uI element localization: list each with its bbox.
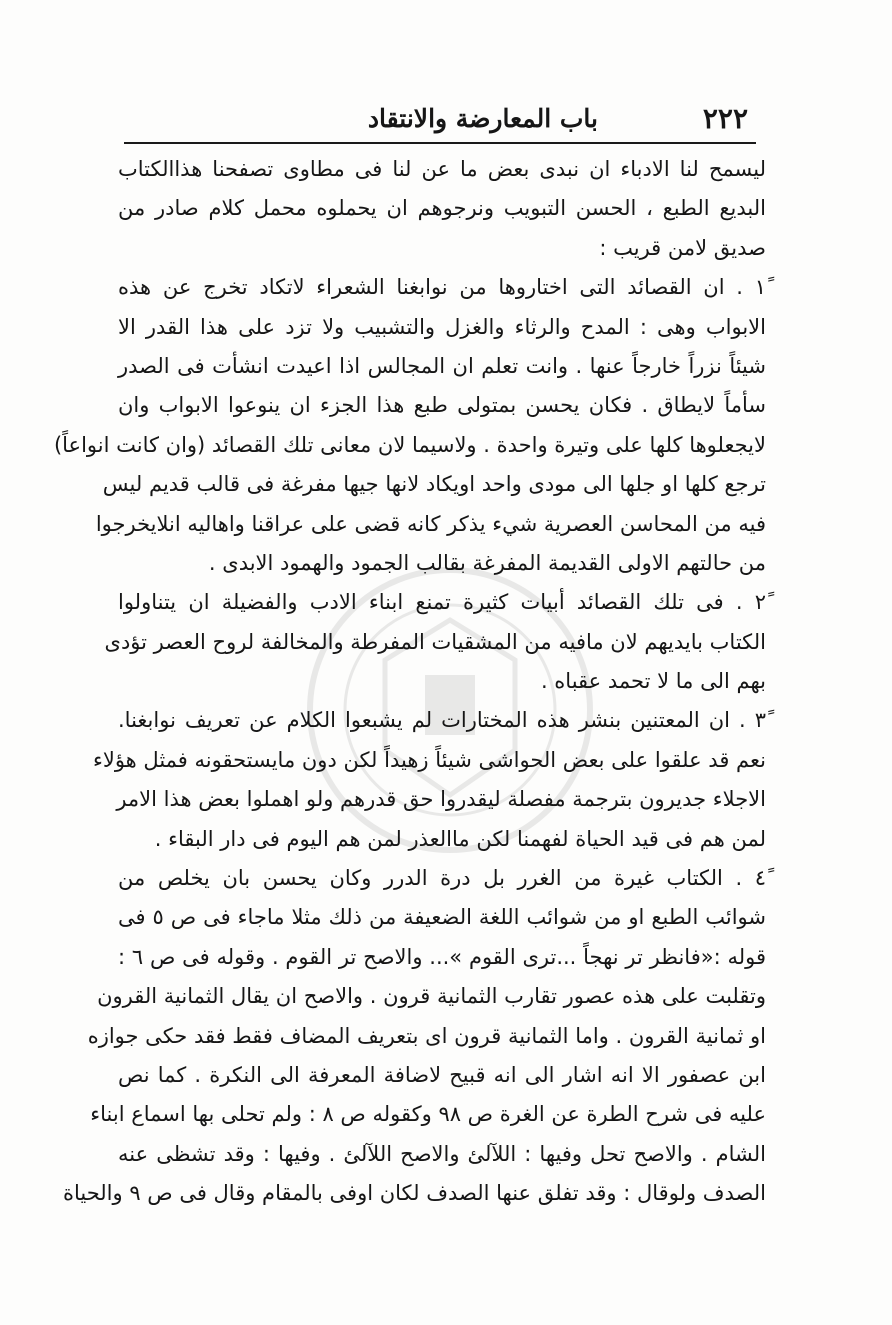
text-line: ترجع كلها او جلها الى مودى واحد اويكاد لانها جيها مفرغة فى قالب قديم ليس	[102, 472, 766, 497]
running-title: باب المعارضة والانتقاد	[367, 104, 598, 133]
text-line: قوله :«فانظر تر نهجاً ...ترى القوم »... والاصح تر القوم . وقوله فى ص ٦ :	[118, 944, 766, 969]
text-line: ٢ً . فى تلك القصائد أبيات كثيرة تمنع ابناء الادب والفضيلة ان يتناولوا	[118, 590, 766, 615]
text-line: وتقلبت على هذه عصور تقارب الثمانية قرون . والاصح ان يقال الثمانية القرون	[97, 984, 766, 1009]
text-line: من حالتهم الاولى القديمة المفرغة بقالب الجمود والهمود الابدى .	[208, 550, 766, 575]
text-line: صديق لامن قريب :	[599, 235, 766, 260]
text-line: ابن عصفور الا انه اشار الى انه قبيح لاضافة المعرفة الى النكرة . كما نص	[118, 1062, 766, 1087]
text-line: فيه من المحاسن العصرية شيء يذكر كانه قضى على عراقنا واهاليه انلايخرجوا	[95, 511, 766, 536]
text-line: ٣ً . ان المعتنين بنشر هذه المختارات لم يشبعوا الكلام عن تعريف نوابغنا.	[118, 708, 766, 733]
text-line: شيئاً نزراً خارجاً عنها . وانت تعلم ان المجالس اذا اعيدت انشأت فى الصدر	[118, 353, 766, 378]
text-line: عليه فى شرح الطرة عن الغرة ص ٩٨ وكقوله ص ٨ : ولم تحلى بها اسماع ابناء	[90, 1102, 766, 1127]
page-number: ٢٢٢	[702, 102, 748, 135]
text-line: الصدف ولوقال : وقد تفلق عنها الصدف لكان اوفى بالمقام وقال فى ص ٩ والحياة	[62, 1181, 766, 1206]
text-line: لمن هم فى قيد الحياة لفهمنا لكن ماالعذر لمن هم اليوم فى دار البقاء .	[154, 826, 766, 851]
header-rule	[124, 142, 756, 144]
text-line: ١ً . ان القصائد التى اختاروها من نوابغنا الشعراء لاتكاد تخرج عن هذه	[118, 275, 766, 300]
text-line: نعم قد علقوا على بعض الحواشى شيئاً زهيداً لكن دون مايستحقونه فمثل هؤلاء	[92, 747, 766, 772]
text-line: الابواب وهى : المدح والرثاء والغزل والتشبيب ولا تزد على هذا القدر الا	[118, 314, 766, 339]
text-line: شوائب الطبع او من شوائب اللغة الضعيفة من ذلك مثلا ماجاء فى ص ٥ فى	[118, 905, 767, 930]
text-line: ليسمح لنا الادباء ان نبدى بعض ما عن لنا فى مطاوى تصفحنا هذاالكتاب	[118, 157, 766, 181]
page-header	[128, 96, 748, 140]
text-line: الشام . والاصح تحل وفيها : اللآلئ والاصح اللآلئ . وفيها : وقد تشظى عنه	[118, 1141, 766, 1166]
text-line: الاجلاء جديرون بترجمة مفصلة ليقدروا حق قدرهم ولو اهملوا بعض هذا الامر	[116, 787, 766, 812]
body-text	[53, 150, 767, 1214]
text-line: ٤ً . الكتاب غيرة من الغرر بل درة الدرر وكان يحسن بان يخلص من	[118, 866, 766, 891]
text-line: بهم الى ما لا تحمد عقباه .	[540, 669, 766, 694]
text-line: البديع الطبع ، الحسن التبويب ونرجوهم ان يحملوه محمل كلام صادر من	[118, 196, 766, 221]
text-line: سأماً لايطاق . فكان يحسن بمتولى طبع هذا الجزء ان ينوعوا الابواب وان	[118, 393, 766, 418]
text-line: او ثمانية القرون . واما الثمانية قرون اى بتعريف المضاف فقط فقد حكى جوازه	[87, 1023, 766, 1048]
text-line: لايجعلوها كلها على وتيرة واحدة . ولاسيما لان معانى تلك القصائد (وان كانت انواعاً)	[53, 432, 766, 457]
text-line: الكتاب بايديهم لان مافيه من المشقيات المفرطة والمخالفة لروح العصر تؤدى	[104, 629, 766, 654]
